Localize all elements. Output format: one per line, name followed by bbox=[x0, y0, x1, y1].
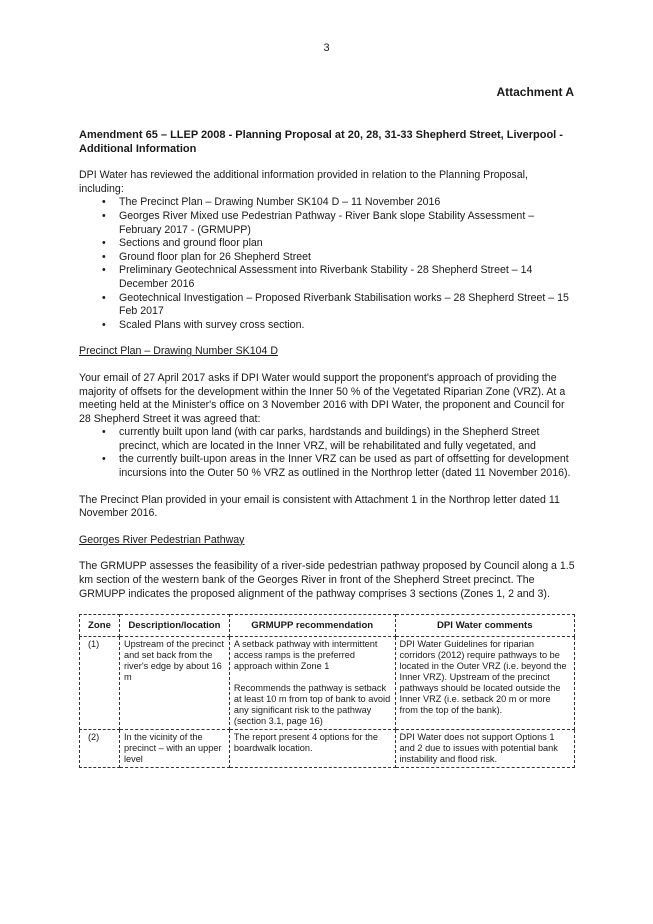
precinct-plan-paragraph: Your email of 27 April 2017 asks if DPI Water would support the proponent's approach of providing the majority of offsets for the development within the Inner 50 % of the Vegetated Riparian Zone (VRZ). At a meeting held at the Minister's office on 3 November 2016 with DPI Water, the proponent and Council for 28 Shepherd Street it was agreed that: bbox=[79, 371, 566, 425]
list-item: • Geotechnical Investigation – Proposed Riverbank Stabilisation works – 28 Shepherd Street – 15 Feb 2017 bbox=[79, 292, 575, 319]
recommendation-cell bbox=[229, 637, 395, 730]
document-body bbox=[79, 129, 575, 768]
column-header-zone: Zone bbox=[80, 615, 120, 637]
list-item: • currently built upon land (with car parks, hardstands and buildings) in the Shepherd Street precinct, which are located in the Inner VRZ, will be rehabilitated and fully vegetated, and bbox=[79, 426, 575, 453]
column-header-description: Description/location bbox=[119, 615, 229, 637]
comments-cell: DPI Water does not support Options 1 and 2 due to issues with potential bank instability and flood risk. bbox=[395, 730, 574, 768]
description-cell: Upstream of the precinct and set back from the river's edge by about 16 m bbox=[119, 637, 229, 730]
recommendation-text: A setback pathway with intermittent access ramps is the preferred approach within Zone 1 bbox=[233, 639, 378, 672]
precinct-plan-closing: The Precinct Plan provided in your email is consistent with Attachment 1 in the Northrop letter dated 11 November 2016. bbox=[79, 493, 560, 520]
table-row bbox=[80, 637, 575, 730]
precinct-plan-title: Precinct Plan – Drawing Number SK104 D bbox=[79, 345, 279, 358]
comments-table bbox=[79, 614, 575, 768]
list-item: • Scaled Plans with survey cross section. bbox=[79, 319, 575, 333]
comments-cell: DPI Water Guidelines for riparian corridors (2012) require pathways to be located in the Outer VRZ (i.e. beyond the Inner VRZ). Upstream of the precinct pathways should be located outside the Inner VRZ (i.e. setback 20 m or more from the top of the bank). bbox=[395, 637, 574, 730]
intro-paragraph: DPI Water has reviewed the additional information provided in relation to the Planning Proposal, including: bbox=[79, 169, 528, 195]
table-row bbox=[80, 730, 575, 768]
column-header-comments: DPI Water comments bbox=[395, 615, 574, 637]
list-item: • Georges River Mixed use Pedestrian Pathway - River Bank slope Stability Assessment – February 2017 - (GRMUPP) bbox=[79, 210, 575, 237]
pathway-paragraph: The GRMUPP assesses the feasibility of a river-side pedestrian pathway proposed by Council along a 1.5 km section of the western bank of the Georges River in front of the Shepherd Street precinct. The GRMUPP indicates the proposed alignment of the pathway comprises 3 sections (Zones 1, 2 and 3). bbox=[79, 560, 575, 600]
table-header-row bbox=[80, 615, 575, 637]
page-number: 3 bbox=[323, 42, 330, 54]
attachment-label: Attachment A bbox=[496, 85, 574, 99]
list-item: • Sections and ground floor plan bbox=[79, 237, 575, 251]
description-cell: In the vicinity of the precinct – with an upper level bbox=[119, 730, 229, 768]
list-item: • Ground floor plan for 26 Shepherd Street bbox=[79, 251, 575, 265]
list-item: • the currently built-upon areas in the Inner VRZ can be used as part of offsetting for development incursions into the Outer 50 % VRZ as outlined in the Northrop letter (dated 11 November 2016). bbox=[79, 453, 575, 480]
recommendation-text: Recommends the pathway is setback at least 10 m from top of bank to avoid any significant risk to the pathway (section 3.1, page 16) bbox=[233, 683, 391, 727]
list-item: • The Precinct Plan – Drawing Number SK104 D – 11 November 2016 bbox=[79, 196, 575, 210]
zone-cell: (1) bbox=[80, 637, 120, 730]
pathway-title: Georges River Pedestrian Pathway bbox=[79, 533, 245, 546]
document-heading: Amendment 65 – LLEP 2008 - Planning Proposal at 20, 28, 31-33 Shepherd Street, Liverpool - Additional Information bbox=[79, 129, 563, 155]
list-item: • Preliminary Geotechnical Assessment into Riverbank Stability - 28 Shepherd Street – 14 December 2016 bbox=[79, 264, 575, 291]
zone-cell: (2) bbox=[80, 730, 120, 768]
comments-table-wrapper bbox=[79, 614, 575, 768]
recommendation-cell: The report present 4 options for the boardwalk location. bbox=[229, 730, 395, 768]
documents-list bbox=[79, 196, 575, 332]
agreement-list bbox=[79, 426, 575, 480]
column-header-recommendation: GRMUPP recommendation bbox=[229, 615, 395, 637]
